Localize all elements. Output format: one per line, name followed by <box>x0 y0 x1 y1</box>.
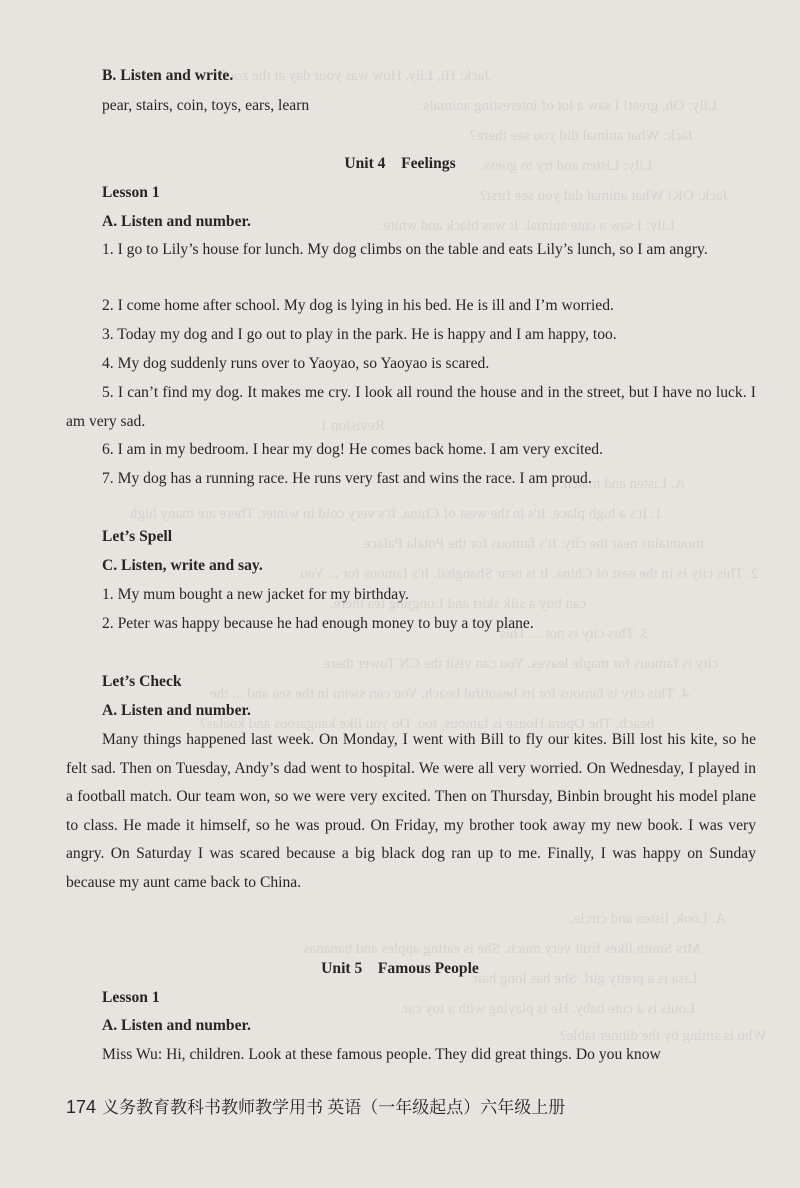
bleed-line: Lily: I saw a cute animal. It was black and white. <box>380 218 675 234</box>
bleed-line: city is famous for maple leaves. You can visit the CN Tower there. <box>320 656 719 672</box>
spell-item-1: 1. My mum bought a new jacket for my birthday. <box>102 586 409 603</box>
lets-check-heading: Let’s Check <box>102 673 182 690</box>
section-b-heading: B. Listen and write. <box>102 67 234 84</box>
check-part-a-heading: A. Listen and number. <box>102 702 251 719</box>
page-number: 174 <box>66 1097 97 1117</box>
section-b-words: pear, stairs, coin, toys, ears, learn <box>102 97 310 114</box>
unit5-lesson-heading: Lesson 1 <box>102 989 160 1006</box>
bleed-line: Lily: Oh, great! I saw a lot of interesting animals. <box>420 98 718 114</box>
bleed-line: A. Look, listen and circle. <box>570 911 727 927</box>
bleed-line: Lily: Listen and try to guess. <box>480 158 653 174</box>
bleed-line: Revision 1 <box>320 418 385 434</box>
bleed-line: Louis is a cute baby. He is playing with a toy car. <box>400 1001 696 1017</box>
unit4-title: Unit 4 Feelings <box>344 155 456 172</box>
page-footer <box>66 1093 565 1118</box>
unit5-title: Unit 5 Famous People <box>321 960 479 977</box>
bleed-line: 4. This city is famous for its beautiful beach. You can swim in the sea and ... the <box>210 686 690 702</box>
bleed-line: mountains near the city. It's famous for the Potala Palace. <box>360 536 704 552</box>
bleed-line: Jack: Hi, Lily. How was your day at the zoo? <box>220 68 491 84</box>
book-title: 义务教育教科书教师教学用书 英语（一年级起点）六年级上册 <box>102 1098 566 1117</box>
unit4-item-5: 5. I can’t find my dog. It makes me cry. I look all round the house and in the street, but I have no luck. I am very sad. <box>66 384 756 430</box>
spell-item-2: 2. Peter was happy because he had enough money to buy a toy plane. <box>102 615 534 632</box>
bleed-line: Mrs Smith likes fruit very much. She is eating apples and bananas. <box>300 941 701 957</box>
bleed-line: 1. It's a high place. It's in the west of China. It's very cold in winter. There are many high <box>130 506 663 522</box>
unit4-item-1: 1. I go to Lily’s house for lunch. My dog climbs on the table and eats Lily’s lunch, so I am angry. <box>102 241 708 258</box>
unit4-item-3: 3. Today my dog and I go out to play in the park. He is happy and I am happy, too. <box>102 326 617 343</box>
unit5-part-a-heading: A. Listen and number. <box>102 1017 251 1034</box>
check-paragraph: Many things happened last week. On Monday, I went with Bill to fly our kites. Bill lost his kite, so he felt sad. Then on Tuesday, Andy’s dad went to hospital. We were all very worried. On Wednesday, I played in a football match. Our team won, so we were very excited. Then on Thursday, Binbin brought his model plane to class. He made it himself, so he was proud. On Friday, my brother took away my new book. I was very angry. On Saturday I was scared because a big black dog ran up to me. Finally, I was happy on Sunday because my aunt came back to China. <box>66 731 756 891</box>
unit4-item-2: 2. I come home after school. My dog is lying in his bed. He is ill and I’m worried. <box>102 297 614 314</box>
bleed-line: can buy a silk skirt and Longjing tea there. <box>330 596 587 612</box>
unit4-item-7: 7. My dog has a running race. He runs very fast and wins the race. I am proud. <box>102 470 592 487</box>
bleed-line: Lisa is a pretty girl. She has long hair. <box>470 971 698 987</box>
bleed-line: Jack: OK! What animal did you see first? <box>480 188 729 204</box>
unit5-dialogue: Miss Wu: Hi, children. Look at these famous people. They did great things. Do you know <box>102 1046 661 1063</box>
lets-spell-heading: Let’s Spell <box>102 528 173 545</box>
bleed-line: Jack: What animal did you see there? <box>470 128 694 144</box>
bleed-line: 3. This city is not ... This <box>500 626 650 642</box>
unit4-item-4: 4. My dog suddenly runs over to Yaoyao, so Yaoyao is scared. <box>102 355 490 372</box>
bleed-line: 2. This city is in the east of China. It is near Shanghai. It's famous for ... You <box>300 566 759 582</box>
bleed-line: Who is sitting by the dinner table? <box>560 1028 767 1044</box>
unit4-lesson-heading: Lesson 1 <box>102 184 160 201</box>
unit4-part-a-heading: A. Listen and number. <box>102 213 251 230</box>
unit4-item-6: 6. I am in my bedroom. I hear my dog! He comes back home. I am very excited. <box>102 441 604 458</box>
bleed-line: A. Listen and match. <box>560 476 686 492</box>
part-c-heading: C. Listen, write and say. <box>102 557 263 574</box>
bleed-line: beach. The Opera House is famous, too. Do you like kangaroos and koalas? <box>200 716 655 732</box>
